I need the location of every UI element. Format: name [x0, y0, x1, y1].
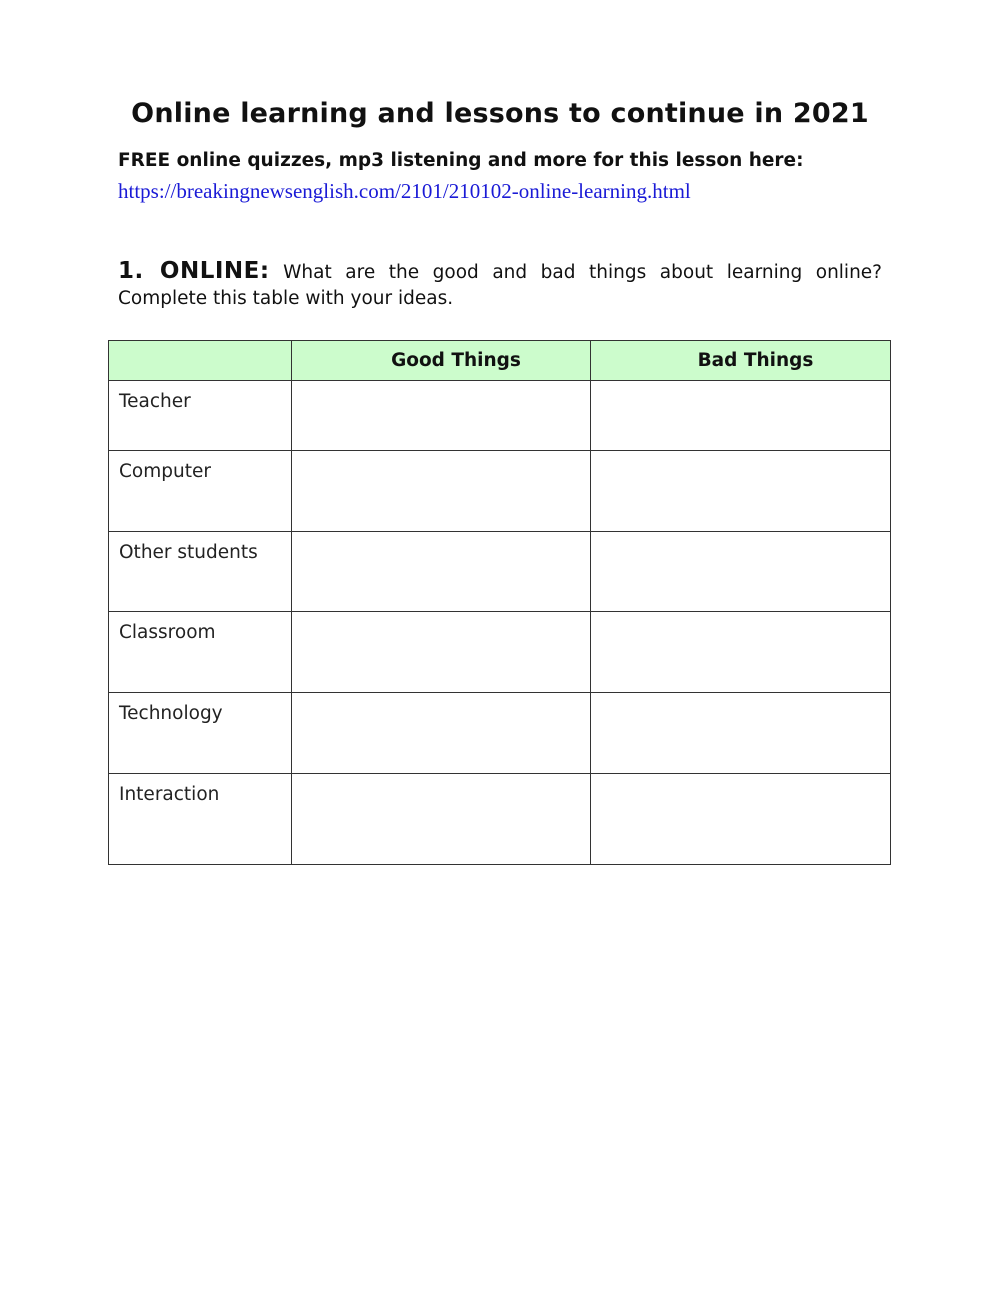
- table-row: [109, 381, 891, 451]
- row-label-interaction: Interaction: [109, 774, 292, 865]
- table-row: [109, 774, 891, 865]
- page-title: Online learning and lessons to continue in 2021: [131, 98, 869, 129]
- good-cell-computer[interactable]: [292, 451, 591, 532]
- good-cell-teacher[interactable]: [292, 381, 591, 451]
- bad-cell-other-students[interactable]: [591, 532, 891, 612]
- good-cell-classroom[interactable]: [292, 612, 591, 693]
- row-label-other-students: Other students: [109, 532, 292, 612]
- row-label-classroom: Classroom: [109, 612, 292, 693]
- table-row: [109, 532, 891, 612]
- bad-cell-technology[interactable]: [591, 693, 891, 774]
- header-bad-things: Bad Things: [591, 341, 891, 381]
- header-good-things: Good Things: [292, 341, 591, 381]
- table-row: [109, 693, 891, 774]
- good-cell-interaction[interactable]: [292, 774, 591, 865]
- intro-text: FREE online quizzes, mp3 listening and more for this lesson here:: [118, 150, 804, 171]
- bad-cell-interaction[interactable]: [591, 774, 891, 865]
- task-instructions: [118, 258, 882, 312]
- row-label-technology: Technology: [109, 693, 292, 774]
- good-cell-other-students[interactable]: [292, 532, 591, 612]
- row-label-teacher: Teacher: [109, 381, 292, 451]
- table-header-row: [109, 341, 891, 381]
- header-empty-cell: [109, 341, 292, 381]
- table-row: [109, 451, 891, 532]
- bad-cell-teacher[interactable]: [591, 381, 891, 451]
- task-number-label: 1. ONLINE:: [118, 258, 270, 284]
- ideas-table: [108, 340, 891, 865]
- task-instructions-text: What are the good and bad things about learning online? Complete this table with your ideas.: [118, 262, 882, 309]
- row-label-computer: Computer: [109, 451, 292, 532]
- table-row: [109, 612, 891, 693]
- lesson-link[interactable]: https://breakingnewsenglish.com/2101/210102-online-learning.html: [118, 179, 691, 203]
- good-cell-technology[interactable]: [292, 693, 591, 774]
- bad-cell-computer[interactable]: [591, 451, 891, 532]
- bad-cell-classroom[interactable]: [591, 612, 891, 693]
